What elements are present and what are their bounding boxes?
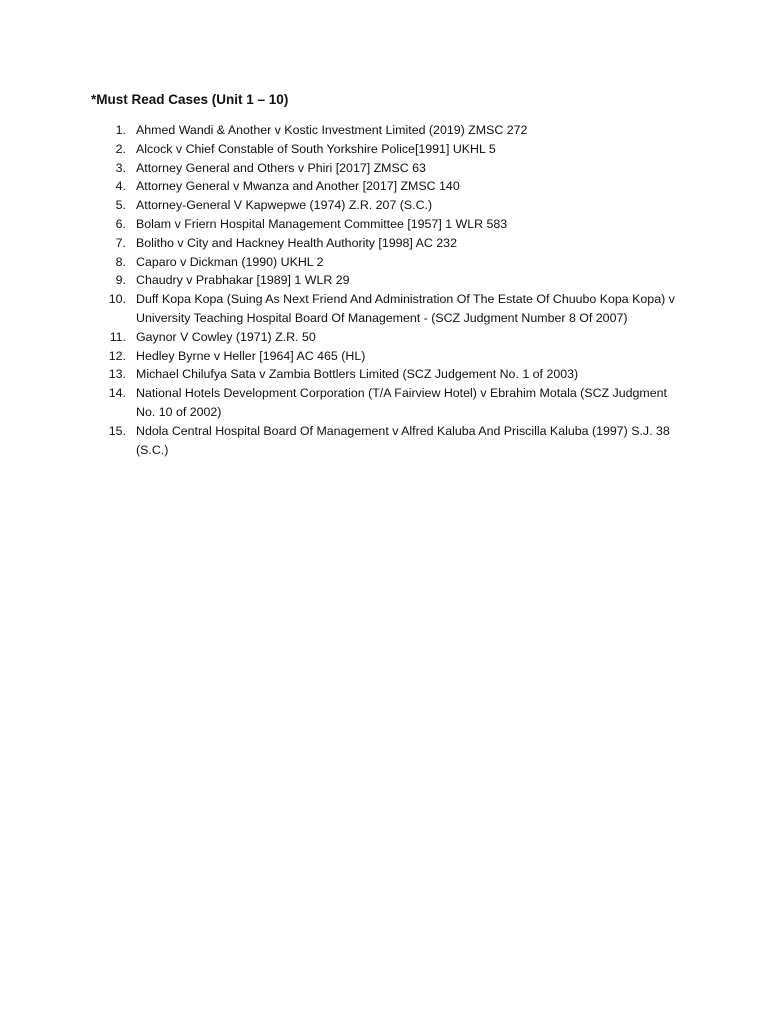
case-number: 12. (108, 348, 126, 363)
case-item (0, 140, 768, 159)
case-number: 13. (108, 367, 126, 382)
case-number: 9. (115, 273, 126, 288)
case-title: Attorney General v Mwanza and Another [2017] ZMSC 140 (136, 179, 460, 194)
case-number: 1. (115, 123, 126, 137)
case-item (0, 422, 768, 460)
case-item (0, 271, 768, 290)
case-title: Bolam v Friern Hospital Management Committee [1957] 1 WLR 583 (136, 216, 508, 231)
case-number: 6. (115, 216, 126, 231)
case-title: Hedley Byrne v Heller [1964] AC 465 (HL) (136, 348, 366, 363)
case-title: National Hotels Development Corporation (T/A Fairview Hotel) v Ebrahim Motala (SCZ Judgment No. 10 of 2002) (136, 386, 667, 419)
case-number: 3. (115, 160, 126, 175)
case-title: Michael Chilufya Sata v Zambia Bottlers Limited (SCZ Judgement No. 1 of 2003) (136, 367, 579, 382)
case-number: 14. (108, 386, 126, 401)
case-number: 7. (115, 235, 126, 250)
case-item (0, 215, 768, 234)
case-item (0, 290, 768, 328)
case-title: Bolitho v City and Hackney Health Authority [1998] AC 232 (136, 235, 457, 250)
case-item (0, 365, 768, 384)
case-title: Chaudry v Prabhakar [1989] 1 WLR 29 (136, 273, 350, 288)
case-item (0, 121, 768, 140)
case-title: Attorney-General V Kapwepwe (1974) Z.R. 207 (S.C.) (136, 198, 433, 213)
case-number: 15. (108, 423, 126, 438)
case-item (0, 234, 768, 253)
page-heading: *Must Read Cases (Unit 1 – 10) (91, 92, 289, 107)
case-item (0, 159, 768, 178)
case-number: 10. (108, 292, 126, 307)
case-title: Alcock v Chief Constable of South Yorkshire Police[1991] UKHL 5 (136, 141, 496, 156)
case-title: Ndola Central Hospital Board Of Management v Alfred Kaluba And Priscilla Kaluba (1997) S.J. 38 (S.C.) (136, 423, 670, 457)
case-title: Duff Kopa Kopa (Suing As Next Friend And Administration Of The Estate Of Chuubo Kopa Kopa) v University Teaching Hospital Board Of Management - (SCZ Judgment Number 8 Of 2007) (136, 292, 675, 325)
case-number: 4. (115, 179, 126, 194)
case-item (0, 177, 768, 196)
case-item (0, 253, 768, 272)
case-title: Ahmed Wandi & Another v Kostic Investment Limited (2019) ZMSC 272 (136, 123, 528, 137)
case-item (0, 384, 768, 422)
case-title: Caparo v Dickman (1990) UKHL 2 (136, 254, 324, 269)
case-number: 5. (115, 198, 126, 213)
case-item (0, 328, 768, 347)
case-item (0, 347, 768, 366)
case-title: Gaynor V Cowley (1971) Z.R. 50 (136, 329, 316, 344)
case-list (0, 121, 768, 459)
case-title: Attorney General and Others v Phiri [2017] ZMSC 63 (136, 160, 426, 175)
case-number: 11. (109, 329, 126, 344)
case-number: 8. (115, 254, 126, 269)
case-item (0, 196, 768, 215)
case-number: 2. (115, 141, 126, 156)
